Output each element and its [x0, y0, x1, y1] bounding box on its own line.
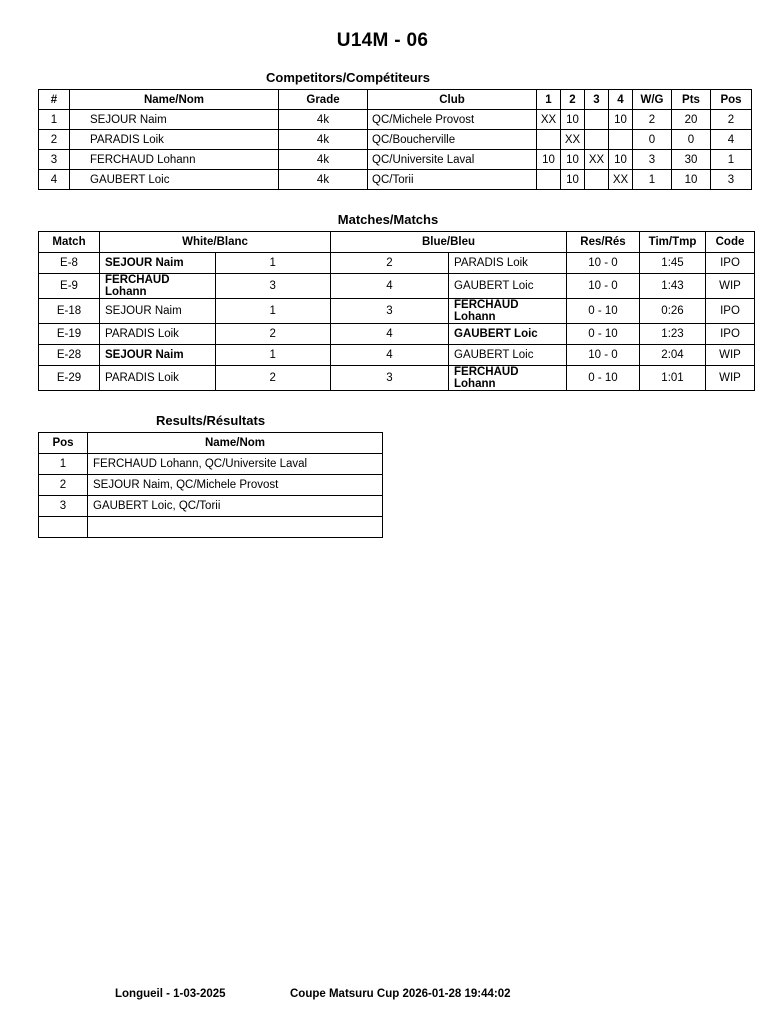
competitor-name: FERCHAUD Lohann	[70, 150, 279, 170]
match-blue-number: 4	[331, 345, 449, 366]
match-blue-name: FERCHAUD Lohann	[449, 299, 567, 324]
col-header-round-4: 4	[609, 90, 633, 110]
footer-location-date: Longueil - 1-03-2025	[115, 988, 226, 1000]
col-header-club: Club	[368, 90, 537, 110]
match-time: 0:26	[640, 299, 706, 324]
match-time: 1:43	[640, 274, 706, 299]
competitor-result-4: 10	[609, 150, 633, 170]
competitor-result-1: 10	[537, 150, 561, 170]
match-white-name: SEJOUR Naim	[100, 299, 216, 324]
match-blue-name: GAUBERT Loic	[449, 324, 567, 345]
results-header-row	[39, 433, 383, 454]
col-header-match: Match	[39, 232, 100, 253]
match-white-name: SEJOUR Naim	[100, 253, 216, 274]
match-white-number: 3	[215, 274, 331, 299]
table-row	[39, 345, 755, 366]
competitor-result-4: 10	[609, 110, 633, 130]
match-id: E-28	[39, 345, 100, 366]
col-header-white: White/Blanc	[100, 232, 331, 253]
table-row	[39, 366, 755, 391]
competitor-result-2: 10	[561, 170, 585, 190]
table-row	[39, 150, 752, 170]
match-blue-name: GAUBERT Loic	[449, 274, 567, 299]
competitor-result-4	[609, 130, 633, 150]
col-header-number: #	[39, 90, 70, 110]
competitor-result-2: XX	[561, 130, 585, 150]
competitor-result-1	[537, 130, 561, 150]
col-header-pts: Pts	[672, 90, 711, 110]
match-id: E-9	[39, 274, 100, 299]
table-row	[39, 110, 752, 130]
match-blue-number: 3	[331, 299, 449, 324]
col-header-round-3: 3	[585, 90, 609, 110]
match-blue-number: 2	[331, 253, 449, 274]
competitor-result-1: XX	[537, 110, 561, 130]
competitor-result-1	[537, 170, 561, 190]
results-table	[38, 432, 383, 538]
competitors-table	[38, 89, 752, 190]
match-code: WIP	[706, 274, 755, 299]
col-header-pos: Pos	[39, 433, 88, 454]
match-result: 0 - 10	[567, 366, 640, 391]
col-header-name: Name/Nom	[88, 433, 383, 454]
competitor-result-3	[585, 170, 609, 190]
match-id: E-19	[39, 324, 100, 345]
table-row	[39, 274, 755, 299]
document-page	[0, 30, 765, 1020]
competitor-grade: 4k	[279, 130, 368, 150]
competitor-name: GAUBERT Loic	[70, 170, 279, 190]
match-time: 2:04	[640, 345, 706, 366]
col-header-code: Code	[706, 232, 755, 253]
match-code: WIP	[706, 366, 755, 391]
match-white-name: PARADIS Loik	[100, 366, 216, 391]
competitor-wg: 2	[633, 110, 672, 130]
competitor-result-2: 10	[561, 110, 585, 130]
col-header-name: Name/Nom	[70, 90, 279, 110]
table-row	[39, 517, 383, 538]
competitor-pos: 3	[711, 170, 752, 190]
result-name: FERCHAUD Lohann, QC/Universite Laval	[88, 454, 383, 475]
result-position	[39, 517, 88, 538]
competitor-number: 3	[39, 150, 70, 170]
match-result: 0 - 10	[567, 299, 640, 324]
match-blue-name: GAUBERT Loic	[449, 345, 567, 366]
table-row	[39, 454, 383, 475]
table-row	[39, 170, 752, 190]
col-header-res: Res/Rés	[567, 232, 640, 253]
match-result: 10 - 0	[567, 253, 640, 274]
match-white-name: SEJOUR Naim	[100, 345, 216, 366]
matches-header-row	[39, 232, 755, 253]
match-blue-name: PARADIS Loik	[449, 253, 567, 274]
match-code: WIP	[706, 345, 755, 366]
matches-table-wrap	[38, 231, 765, 391]
match-time: 1:45	[640, 253, 706, 274]
match-blue-number: 3	[331, 366, 449, 391]
match-white-name: PARADIS Loik	[100, 324, 216, 345]
page-title: U14M - 06	[336, 30, 429, 51]
match-white-number: 2	[215, 324, 331, 345]
competitor-pts: 20	[672, 110, 711, 130]
match-id: E-29	[39, 366, 100, 391]
competitor-name: SEJOUR Naim	[70, 110, 279, 130]
result-position: 2	[39, 475, 88, 496]
competitors-section-title: Competitors/Compétiteurs	[266, 70, 430, 85]
table-row	[39, 130, 752, 150]
competitor-number: 2	[39, 130, 70, 150]
competitor-pos: 1	[711, 150, 752, 170]
col-header-round-1: 1	[537, 90, 561, 110]
competitor-name: PARADIS Loik	[70, 130, 279, 150]
competitor-wg: 0	[633, 130, 672, 150]
match-result: 10 - 0	[567, 345, 640, 366]
competitor-pos: 4	[711, 130, 752, 150]
competitor-club: QC/Michele Provost	[368, 110, 537, 130]
col-header-wg: W/G	[633, 90, 672, 110]
match-time: 1:23	[640, 324, 706, 345]
matches-table	[38, 231, 755, 391]
col-header-tim: Tim/Tmp	[640, 232, 706, 253]
competitor-club: QC/Torii	[368, 170, 537, 190]
match-code: IPO	[706, 299, 755, 324]
results-table-wrap	[38, 432, 765, 538]
competitor-pts: 30	[672, 150, 711, 170]
competitor-result-4: XX	[609, 170, 633, 190]
col-header-grade: Grade	[279, 90, 368, 110]
competitors-header-row	[39, 90, 752, 110]
competitor-pos: 2	[711, 110, 752, 130]
results-section-title: Results/Résultats	[155, 413, 266, 428]
competitors-table-wrap	[38, 89, 765, 190]
match-code: IPO	[706, 324, 755, 345]
table-row	[39, 253, 755, 274]
match-blue-number: 4	[331, 324, 449, 345]
match-blue-number: 4	[331, 274, 449, 299]
competitor-club: QC/Universite Laval	[368, 150, 537, 170]
table-row	[39, 475, 383, 496]
match-id: E-18	[39, 299, 100, 324]
match-white-number: 1	[215, 345, 331, 366]
match-white-name: FERCHAUD Lohann	[100, 274, 216, 299]
col-header-round-2: 2	[561, 90, 585, 110]
competitor-wg: 3	[633, 150, 672, 170]
competitor-grade: 4k	[279, 150, 368, 170]
table-row	[39, 299, 755, 324]
competitor-pts: 0	[672, 130, 711, 150]
competitor-result-3: XX	[585, 150, 609, 170]
competitor-grade: 4k	[279, 170, 368, 190]
match-id: E-8	[39, 253, 100, 274]
table-row	[39, 496, 383, 517]
match-result: 0 - 10	[567, 324, 640, 345]
col-header-blue: Blue/Bleu	[331, 232, 567, 253]
match-white-number: 1	[215, 253, 331, 274]
result-name: GAUBERT Loic, QC/Torii	[88, 496, 383, 517]
match-white-number: 1	[215, 299, 331, 324]
competitor-result-3	[585, 130, 609, 150]
result-position: 1	[39, 454, 88, 475]
page-footer	[0, 988, 765, 1004]
competitor-wg: 1	[633, 170, 672, 190]
result-name: SEJOUR Naim, QC/Michele Provost	[88, 475, 383, 496]
match-time: 1:01	[640, 366, 706, 391]
match-result: 10 - 0	[567, 274, 640, 299]
competitor-pts: 10	[672, 170, 711, 190]
competitor-grade: 4k	[279, 110, 368, 130]
competitor-club: QC/Boucherville	[368, 130, 537, 150]
matches-section-title: Matches/Matchs	[337, 212, 439, 227]
competitor-number: 1	[39, 110, 70, 130]
result-name	[88, 517, 383, 538]
match-code: IPO	[706, 253, 755, 274]
match-blue-name: FERCHAUD Lohann	[449, 366, 567, 391]
match-white-number: 2	[215, 366, 331, 391]
competitor-result-3	[585, 110, 609, 130]
competitor-number: 4	[39, 170, 70, 190]
col-header-pos: Pos	[711, 90, 752, 110]
result-position: 3	[39, 496, 88, 517]
footer-event-timestamp: Coupe Matsuru Cup 2026-01-28 19:44:02	[290, 988, 511, 1000]
table-row	[39, 324, 755, 345]
competitor-result-2: 10	[561, 150, 585, 170]
